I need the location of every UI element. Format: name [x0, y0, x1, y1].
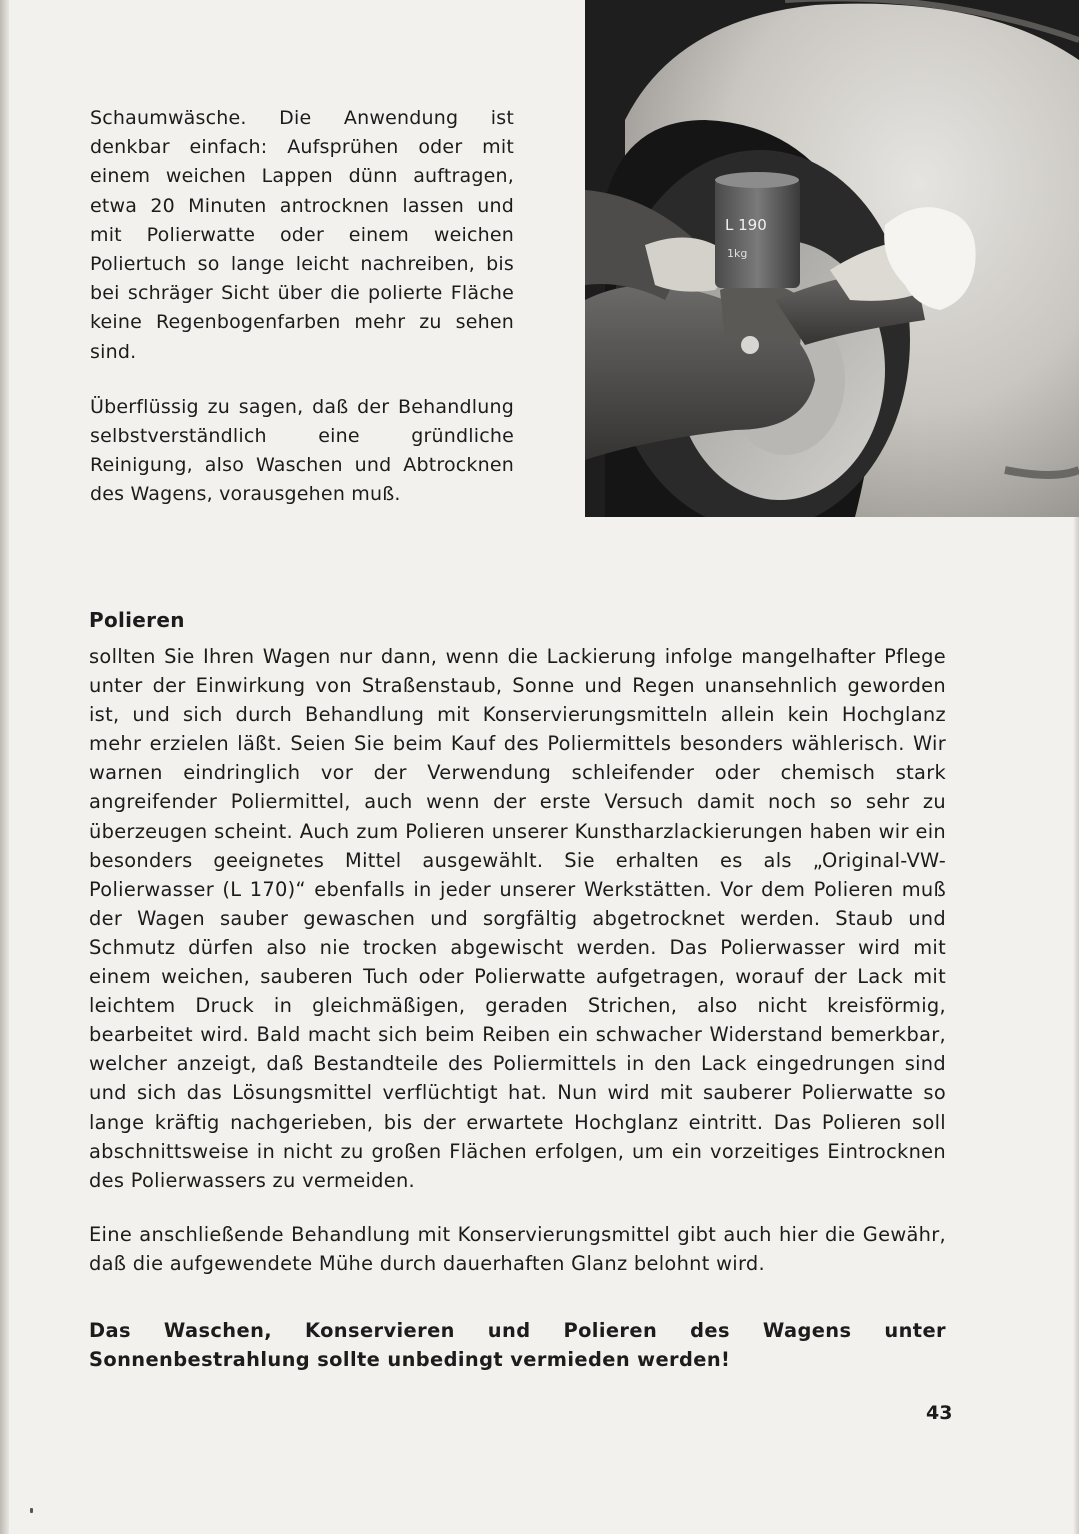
section-heading: Polieren — [89, 608, 185, 632]
intro-paragraph: Schaumwäsche. Die Anwendung ist denkbar einfach: Aufsprühen oder mit einem weichen Lappen dünn auftragen, etwa 20 Minuten antrocknen lassen und mit Polierwatte oder einem weichen Poliertuch so lange leicht nachreiben, bis bei schräger Sicht über die polierte Fläche keine Regenbogenfarben mehr zu sehen sind. — [90, 107, 514, 363]
photo-illustration — [585, 0, 1079, 517]
page-edge-left — [0, 0, 9, 1534]
main-text-block — [89, 642, 946, 1374]
page-number: 43 — [926, 1402, 953, 1424]
cuff-button — [741, 336, 759, 354]
intro-text-block — [90, 104, 514, 510]
print-speck — [30, 1508, 33, 1513]
can-label-bottom: 1kg — [727, 247, 748, 260]
can-label-top: L 190 — [725, 216, 767, 234]
warning-paragraph: Das Waschen, Konservieren und Polieren des Wagens unter Sonnenbestrahlung sollte unbedingt vermieden werden! — [89, 1318, 946, 1372]
body-paragraph: Eine anschließende Behandlung mit Konservierungsmittel gibt auch hier die Gewähr, daß die aufgewendete Mühe durch dauerhaften Glanz belohnt wird. — [89, 1222, 946, 1275]
left-hand — [645, 238, 725, 292]
body-paragraph: sollten Sie Ihren Wagen nur dann, wenn die Lackierung infolge mangelhafter Pflege unter der Einwirkung von Straßenstaub, Sonne und Regen unansehnlich geworden ist, und sich durch Behandlung mit Konservierungsmitteln allein kein Hochglanz mehr erzielen läßt. Seien Sie beim Kauf des Poliermittels besonders wählerisch. Wir warnen eindringlich vor der Verwendung schleifender oder chemisch stark angreifender Poliermittel, auch wenn der erste Versuch damit noch so sehr zu überzeugen scheint. Auch zum Polieren unserer Kunstharzlackierungen haben wir ein besonders geeignetes Mittel ausgewählt. Sie erhalten es als „Original-VW-Polierwasser (L 170)“ ebenfalls in jeder unserer Werkstätten. Vor dem Polieren muß der Wagen sauber gewaschen und sorgfältig abgetrocknet werden. Staub und Schmutz dürfen also nie trocken abgewischt werden. Das Polierwasser wird mit einem weichen, sauberen Tuch oder Polierwatte aufgetragen, worauf der Lack mit leichtem Druck in gleichmäßigen, geraden Strichen, also nicht kreisförmig, bearbeitet wird. Bald macht sich beim Reiben ein schwacher Widerstand bemerkbar, welcher anzeigt, daß Bestandteile des Poliermittels in den Lack eingedrungen sind und sich das Lösungsmittel verflüchtigt hat. Nun wird mit sauberer Polierwatte so lange kräftig nachgerieben, bis der erwartete Hochglanz eintritt. Das Polieren soll abschnittsweise in nicht zu großen Flächen erfolgen, um ein vorzeitiges Eintrocknen des Polierwassers zu vermeiden. — [89, 645, 946, 1192]
intro-paragraph: Überflüssig zu sagen, daß der Behandlung selbstverständlich eine gründliche Reinigung, also Waschen und Abtrocknen des Wagens, vorausgehen muß. — [90, 395, 514, 506]
car-polishing-photo — [585, 0, 1079, 517]
can-lid — [715, 172, 799, 188]
